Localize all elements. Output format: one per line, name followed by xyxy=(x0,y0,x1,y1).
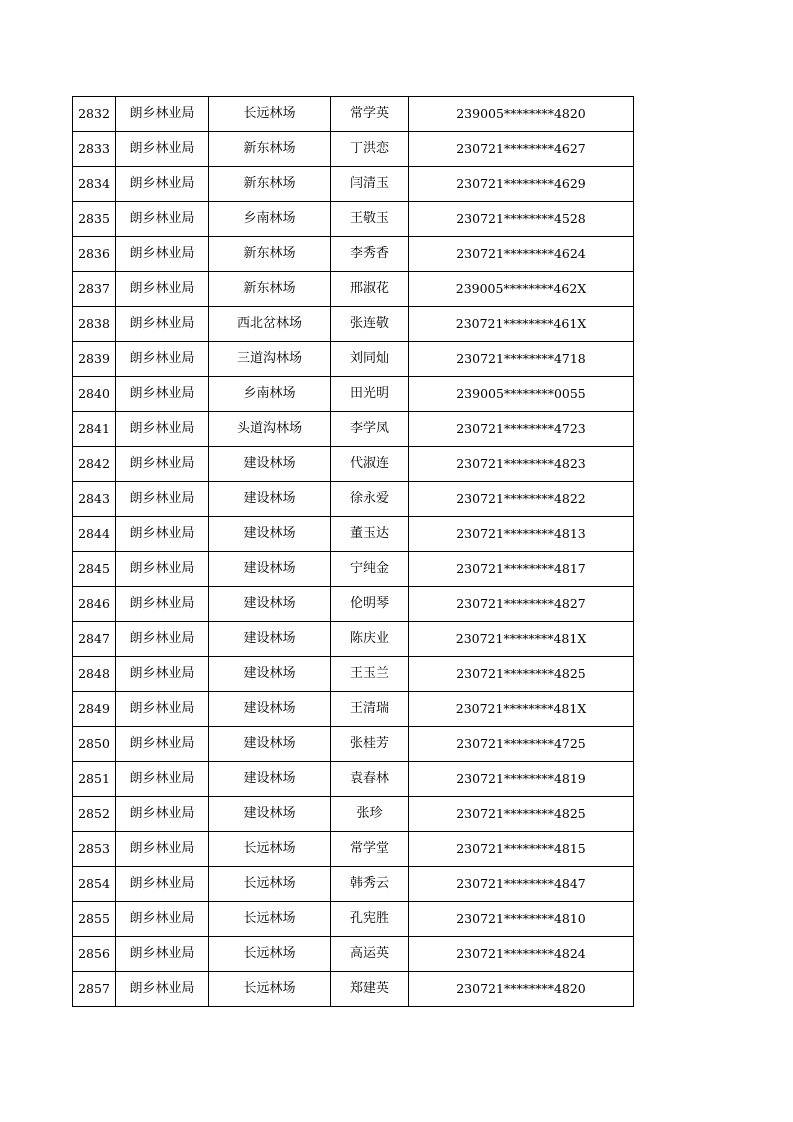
forest-farm-cell: 长远林场 xyxy=(209,937,331,972)
forest-farm-cell: 乡南林场 xyxy=(209,377,331,412)
person-name-cell: 丁洪恋 xyxy=(331,132,409,167)
row-number-cell: 2848 xyxy=(73,657,116,692)
table-row xyxy=(73,202,634,237)
id-number-cell: 230721********4627 xyxy=(409,132,634,167)
person-name-cell: 王清瑞 xyxy=(331,692,409,727)
table-row xyxy=(73,727,634,762)
id-number-cell: 230721********4820 xyxy=(409,972,634,1007)
forest-farm-cell: 新东林场 xyxy=(209,167,331,202)
table-row xyxy=(73,832,634,867)
person-name-cell: 伦明琴 xyxy=(331,587,409,622)
bureau-cell: 朗乡林业局 xyxy=(116,97,209,132)
row-number-cell: 2832 xyxy=(73,97,116,132)
id-number-cell: 230721********4810 xyxy=(409,902,634,937)
forest-farm-cell: 建设林场 xyxy=(209,657,331,692)
id-number-cell: 230721********4823 xyxy=(409,447,634,482)
person-name-cell: 邢淑花 xyxy=(331,272,409,307)
table-row xyxy=(73,517,634,552)
row-number-cell: 2841 xyxy=(73,412,116,447)
row-number-cell: 2834 xyxy=(73,167,116,202)
forest-farm-cell: 长远林场 xyxy=(209,902,331,937)
forest-farm-cell: 建设林场 xyxy=(209,797,331,832)
row-number-cell: 2846 xyxy=(73,587,116,622)
bureau-cell: 朗乡林业局 xyxy=(116,552,209,587)
table-row xyxy=(73,657,634,692)
bureau-cell: 朗乡林业局 xyxy=(116,202,209,237)
roster-table-body xyxy=(73,97,634,1007)
id-number-cell: 230721********4827 xyxy=(409,587,634,622)
id-number-cell: 230721********4825 xyxy=(409,657,634,692)
person-name-cell: 张连敬 xyxy=(331,307,409,342)
bureau-cell: 朗乡林业局 xyxy=(116,342,209,377)
id-number-cell: 230721********4528 xyxy=(409,202,634,237)
table-row xyxy=(73,237,634,272)
table-row xyxy=(73,377,634,412)
table-row xyxy=(73,132,634,167)
row-number-cell: 2839 xyxy=(73,342,116,377)
bureau-cell: 朗乡林业局 xyxy=(116,237,209,272)
person-name-cell: 张珍 xyxy=(331,797,409,832)
row-number-cell: 2833 xyxy=(73,132,116,167)
table-row xyxy=(73,167,634,202)
person-name-cell: 陈庆业 xyxy=(331,622,409,657)
forest-farm-cell: 建设林场 xyxy=(209,587,331,622)
id-number-cell: 230721********4813 xyxy=(409,517,634,552)
forest-farm-cell: 长远林场 xyxy=(209,867,331,902)
row-number-cell: 2857 xyxy=(73,972,116,1007)
forest-farm-cell: 长远林场 xyxy=(209,97,331,132)
bureau-cell: 朗乡林业局 xyxy=(116,902,209,937)
forest-farm-cell: 建设林场 xyxy=(209,622,331,657)
table-row xyxy=(73,867,634,902)
row-number-cell: 2853 xyxy=(73,832,116,867)
forest-farm-cell: 新东林场 xyxy=(209,237,331,272)
id-number-cell: 230721********4847 xyxy=(409,867,634,902)
table-row xyxy=(73,797,634,832)
table-row xyxy=(73,482,634,517)
id-number-cell: 230721********4822 xyxy=(409,482,634,517)
table-row xyxy=(73,902,634,937)
person-name-cell: 王敬玉 xyxy=(331,202,409,237)
forest-farm-cell: 建设林场 xyxy=(209,482,331,517)
bureau-cell: 朗乡林业局 xyxy=(116,692,209,727)
bureau-cell: 朗乡林业局 xyxy=(116,412,209,447)
id-number-cell: 230721********4629 xyxy=(409,167,634,202)
id-number-cell: 230721********4815 xyxy=(409,832,634,867)
id-number-cell: 230721********461X xyxy=(409,307,634,342)
id-number-cell: 230721********4817 xyxy=(409,552,634,587)
forest-farm-cell: 长远林场 xyxy=(209,832,331,867)
row-number-cell: 2854 xyxy=(73,867,116,902)
bureau-cell: 朗乡林业局 xyxy=(116,482,209,517)
id-number-cell: 239005********462X xyxy=(409,272,634,307)
bureau-cell: 朗乡林业局 xyxy=(116,622,209,657)
roster-table xyxy=(72,96,634,1007)
row-number-cell: 2835 xyxy=(73,202,116,237)
bureau-cell: 朗乡林业局 xyxy=(116,307,209,342)
forest-farm-cell: 西北岔林场 xyxy=(209,307,331,342)
forest-farm-cell: 乡南林场 xyxy=(209,202,331,237)
forest-farm-cell: 建设林场 xyxy=(209,762,331,797)
bureau-cell: 朗乡林业局 xyxy=(116,657,209,692)
bureau-cell: 朗乡林业局 xyxy=(116,377,209,412)
forest-farm-cell: 头道沟林场 xyxy=(209,412,331,447)
table-row xyxy=(73,587,634,622)
row-number-cell: 2849 xyxy=(73,692,116,727)
person-name-cell: 李学凤 xyxy=(331,412,409,447)
forest-farm-cell: 建设林场 xyxy=(209,447,331,482)
person-name-cell: 田光明 xyxy=(331,377,409,412)
id-number-cell: 230721********481X xyxy=(409,692,634,727)
person-name-cell: 常学堂 xyxy=(331,832,409,867)
bureau-cell: 朗乡林业局 xyxy=(116,762,209,797)
forest-farm-cell: 建设林场 xyxy=(209,727,331,762)
row-number-cell: 2845 xyxy=(73,552,116,587)
bureau-cell: 朗乡林业局 xyxy=(116,797,209,832)
id-number-cell: 230721********481X xyxy=(409,622,634,657)
row-number-cell: 2836 xyxy=(73,237,116,272)
forest-farm-cell: 建设林场 xyxy=(209,517,331,552)
person-name-cell: 袁春林 xyxy=(331,762,409,797)
person-name-cell: 常学英 xyxy=(331,97,409,132)
id-number-cell: 230721********4718 xyxy=(409,342,634,377)
forest-farm-cell: 新东林场 xyxy=(209,132,331,167)
table-row xyxy=(73,972,634,1007)
person-name-cell: 王玉兰 xyxy=(331,657,409,692)
id-number-cell: 230721********4819 xyxy=(409,762,634,797)
bureau-cell: 朗乡林业局 xyxy=(116,587,209,622)
bureau-cell: 朗乡林业局 xyxy=(116,867,209,902)
person-name-cell: 韩秀云 xyxy=(331,867,409,902)
table-row xyxy=(73,447,634,482)
bureau-cell: 朗乡林业局 xyxy=(116,132,209,167)
bureau-cell: 朗乡林业局 xyxy=(116,937,209,972)
row-number-cell: 2843 xyxy=(73,482,116,517)
person-name-cell: 李秀香 xyxy=(331,237,409,272)
bureau-cell: 朗乡林业局 xyxy=(116,832,209,867)
person-name-cell: 徐永爱 xyxy=(331,482,409,517)
row-number-cell: 2842 xyxy=(73,447,116,482)
table-row xyxy=(73,762,634,797)
row-number-cell: 2852 xyxy=(73,797,116,832)
row-number-cell: 2855 xyxy=(73,902,116,937)
table-row xyxy=(73,342,634,377)
id-number-cell: 230721********4825 xyxy=(409,797,634,832)
person-name-cell: 刘同灿 xyxy=(331,342,409,377)
bureau-cell: 朗乡林业局 xyxy=(116,517,209,552)
table-row xyxy=(73,692,634,727)
row-number-cell: 2850 xyxy=(73,727,116,762)
person-name-cell: 闫清玉 xyxy=(331,167,409,202)
person-name-cell: 董玉达 xyxy=(331,517,409,552)
forest-farm-cell: 新东林场 xyxy=(209,272,331,307)
table-row xyxy=(73,307,634,342)
table-row xyxy=(73,552,634,587)
row-number-cell: 2856 xyxy=(73,937,116,972)
id-number-cell: 239005********4820 xyxy=(409,97,634,132)
forest-farm-cell: 长远林场 xyxy=(209,972,331,1007)
forest-farm-cell: 建设林场 xyxy=(209,692,331,727)
table-row xyxy=(73,622,634,657)
bureau-cell: 朗乡林业局 xyxy=(116,447,209,482)
id-number-cell: 230721********4725 xyxy=(409,727,634,762)
person-name-cell: 高运英 xyxy=(331,937,409,972)
table-row xyxy=(73,412,634,447)
id-number-cell: 239005********0055 xyxy=(409,377,634,412)
id-number-cell: 230721********4723 xyxy=(409,412,634,447)
table-row xyxy=(73,97,634,132)
person-name-cell: 张桂芳 xyxy=(331,727,409,762)
table-row xyxy=(73,937,634,972)
bureau-cell: 朗乡林业局 xyxy=(116,727,209,762)
forest-farm-cell: 建设林场 xyxy=(209,552,331,587)
person-name-cell: 孔宪胜 xyxy=(331,902,409,937)
row-number-cell: 2844 xyxy=(73,517,116,552)
id-number-cell: 230721********4624 xyxy=(409,237,634,272)
row-number-cell: 2847 xyxy=(73,622,116,657)
person-name-cell: 宁纯金 xyxy=(331,552,409,587)
row-number-cell: 2851 xyxy=(73,762,116,797)
row-number-cell: 2840 xyxy=(73,377,116,412)
bureau-cell: 朗乡林业局 xyxy=(116,272,209,307)
person-name-cell: 郑建英 xyxy=(331,972,409,1007)
row-number-cell: 2837 xyxy=(73,272,116,307)
row-number-cell: 2838 xyxy=(73,307,116,342)
bureau-cell: 朗乡林业局 xyxy=(116,972,209,1007)
bureau-cell: 朗乡林业局 xyxy=(116,167,209,202)
id-number-cell: 230721********4824 xyxy=(409,937,634,972)
forest-farm-cell: 三道沟林场 xyxy=(209,342,331,377)
table-row xyxy=(73,272,634,307)
person-name-cell: 代淑连 xyxy=(331,447,409,482)
